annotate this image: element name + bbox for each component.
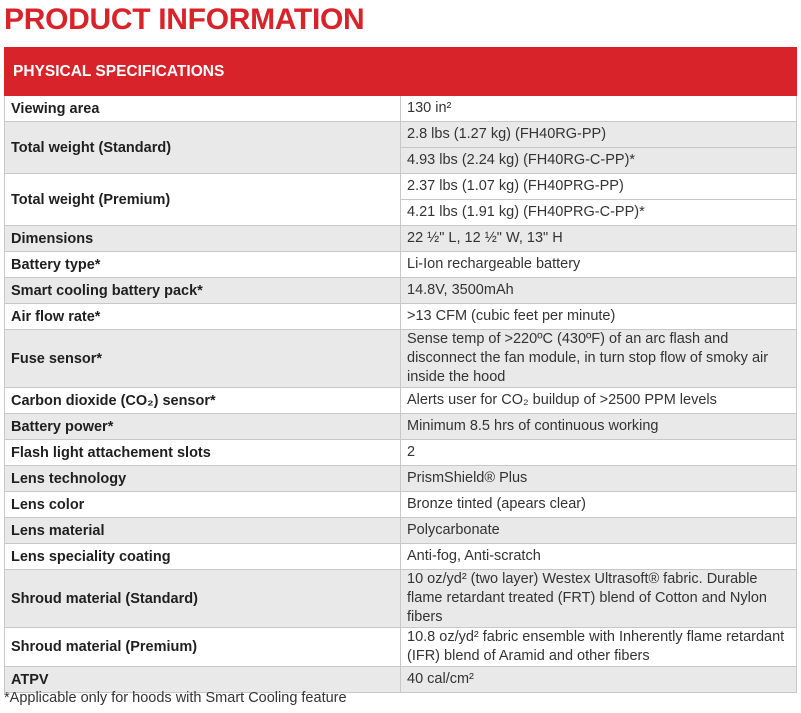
- table-row: [5, 492, 797, 518]
- spec-value: 2.8 lbs (1.27 kg) (FH40RG-PP): [401, 122, 797, 148]
- spec-label: Dimensions: [5, 226, 401, 252]
- page-title: PRODUCT INFORMATION: [4, 3, 365, 36]
- spec-label: Air flow rate*: [5, 304, 401, 330]
- spec-label: Battery power*: [5, 414, 401, 440]
- spec-label: Flash light attachement slots: [5, 440, 401, 466]
- spec-label: Shroud material (Standard): [5, 570, 401, 628]
- spec-label: Lens material: [5, 518, 401, 544]
- table-row: [5, 518, 797, 544]
- spec-value: 4.21 lbs (1.91 kg) (FH40PRG-C-PP)*: [401, 200, 797, 226]
- table-row: [5, 174, 797, 200]
- table-row: [5, 122, 797, 148]
- spec-label: Total weight (Standard): [5, 122, 401, 174]
- spec-value: Polycarbonate: [401, 518, 797, 544]
- spec-label: Viewing area: [5, 96, 401, 122]
- spec-value: Anti-fog, Anti-scratch: [401, 544, 797, 570]
- spec-value: 40 cal/cm²: [401, 667, 797, 693]
- table-row: [5, 226, 797, 252]
- table-row: [5, 278, 797, 304]
- spec-value: 10.8 oz/yd² fabric ensemble with Inherently flame retardant (IFR) blend of Aramid and other fibers: [401, 628, 797, 667]
- table-row: [5, 440, 797, 466]
- spec-value: 14.8V, 3500mAh: [401, 278, 797, 304]
- specifications-table: [4, 47, 797, 693]
- spec-value: Bronze tinted (apears clear): [401, 492, 797, 518]
- spec-label: Smart cooling battery pack*: [5, 278, 401, 304]
- table-row: [5, 414, 797, 440]
- spec-value: 2.37 lbs (1.07 kg) (FH40PRG-PP): [401, 174, 797, 200]
- spec-label: Lens color: [5, 492, 401, 518]
- spec-value: Sense temp of >220ºC (430ºF) of an arc flash and disconnect the fan module, in turn stop flow of smoky air inside the hood: [401, 330, 797, 388]
- table-row: [5, 252, 797, 278]
- spec-value: Li-Ion rechargeable battery: [401, 252, 797, 278]
- spec-label: Shroud material (Premium): [5, 628, 401, 667]
- spec-value: 2: [401, 440, 797, 466]
- section-title: PHYSICAL SPECIFICATIONS: [5, 48, 797, 96]
- spec-value: Alerts user for CO₂ buildup of >2500 PPM levels: [401, 388, 797, 414]
- spec-value: 22 ½" L, 12 ½" W, 13" H: [401, 226, 797, 252]
- table-row: [5, 330, 797, 388]
- spec-label: Carbon dioxide (CO₂) sensor*: [5, 388, 401, 414]
- table-row: [5, 388, 797, 414]
- spec-value: Minimum 8.5 hrs of continuous working: [401, 414, 797, 440]
- table-row: [5, 570, 797, 628]
- spec-label: ATPV: [5, 667, 401, 693]
- spec-label: Lens technology: [5, 466, 401, 492]
- spec-value: >13 CFM (cubic feet per minute): [401, 304, 797, 330]
- table-row: [5, 544, 797, 570]
- spec-label: Total weight (Premium): [5, 174, 401, 226]
- spec-label: Lens speciality coating: [5, 544, 401, 570]
- spec-value: 130 in²: [401, 96, 797, 122]
- spec-value: 4.93 lbs (2.24 kg) (FH40RG-C-PP)*: [401, 148, 797, 174]
- footnote: *Applicable only for hoods with Smart Cooling feature: [4, 690, 347, 706]
- section-header-row: [5, 48, 797, 96]
- table-row: [5, 96, 797, 122]
- table-row: [5, 628, 797, 667]
- spec-value: PrismShield® Plus: [401, 466, 797, 492]
- spec-label: Battery type*: [5, 252, 401, 278]
- spec-label: Fuse sensor*: [5, 330, 401, 388]
- spec-value: 10 oz/yd² (two layer) Westex Ultrasoft® fabric. Durable flame retardant treated (FRT) blend of Cotton and Nylon fibers: [401, 570, 797, 628]
- table-row: [5, 304, 797, 330]
- table-row: [5, 667, 797, 693]
- table-row: [5, 466, 797, 492]
